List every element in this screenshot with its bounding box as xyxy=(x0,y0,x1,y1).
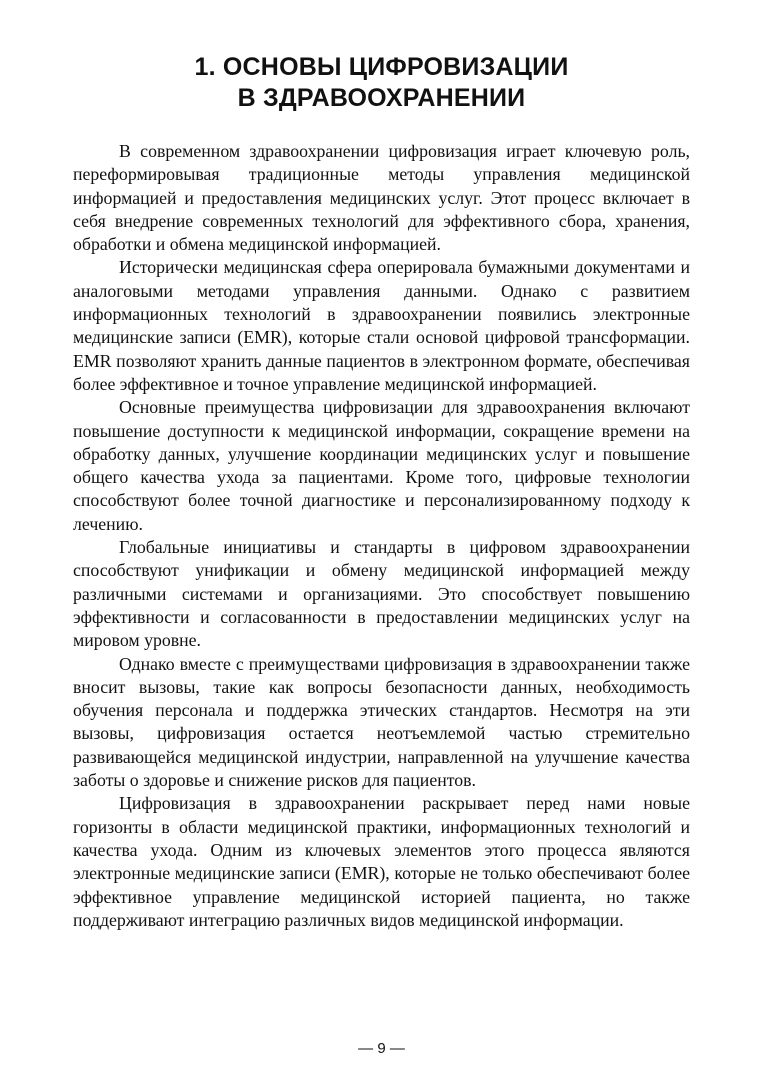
chapter-title-line-2: В ЗДРАВООХРАНЕНИИ xyxy=(237,84,526,112)
body-text xyxy=(73,140,690,932)
paragraph-4: Глобальные инициативы и стандарты в цифровом здравоохранении способствуют унификации и обмену медицинской информацией между различными системами и организациями. Это способствует повышению эффективности и согласованности в предоставлении медицинских услуг на мировом уровне. xyxy=(73,537,690,651)
chapter-title xyxy=(73,52,690,114)
chapter-title-line-1: 1. ОСНОВЫ ЦИФРОВИЗАЦИИ xyxy=(194,53,569,81)
paragraph-5: Однако вместе с преимуществами цифровизация в здравоохранении также вносит вызовы, такие как вопросы безопасности данных, необходимость обучения персонала и поддержка этических стандартов. Несмотря на эти вызовы, цифровизация остается неотъемлемой частью стремительно развивающейся медицинской индустрии, направленной на улучшение качества заботы о здоровье и снижение рисков для пациентов. xyxy=(73,653,690,791)
paragraph-2: Исторически медицинская сфера оперировала бумажными документами и аналоговыми методами управления данными. Однако с развитием информационных технологий в здравоохранении появились электронные медицинские записи (EMR), которые стали основой цифровой трансформации. EMR позволяют хранить данные пациентов в электронном формате, обеспечивая более эффективное и точное управление медицинской информацией. xyxy=(73,257,690,394)
paragraph-6: Цифровизация в здравоохранении раскрывает перед нами новые горизонты в области медицинской практики, информационных технологий и качества ухода. Одним из ключевых элементов этого процесса являются электронные медицинские записи (EMR), которые не только обеспечивают более эффективное управление медицинской историей пациента, но также поддерживают интеграцию различных видов медицинской информации. xyxy=(73,793,690,930)
paragraph-1: В современном здравоохранении цифровизация играет ключевую роль, переформировывая традиционные методы управления медицинской информацией и предоставления медицинских услуг. Этот процесс включает в себя внедрение современных технологий для эффективного сбора, хранения, обработки и обмена медицинской информацией. xyxy=(73,141,690,255)
page-number: — 9 — xyxy=(358,1040,405,1057)
page-content xyxy=(73,52,690,932)
paragraph-3: Основные преимущества цифровизации для здравоохранения включают повышение доступности к медицинской информации, сокращение времени на обработку данных, улучшение координации медицинских услуг и повышение общего качества ухода за пациентами. Кроме того, цифровые технологии способствуют более точной диагностике и персонализированному подходу к лечению. xyxy=(73,397,690,534)
